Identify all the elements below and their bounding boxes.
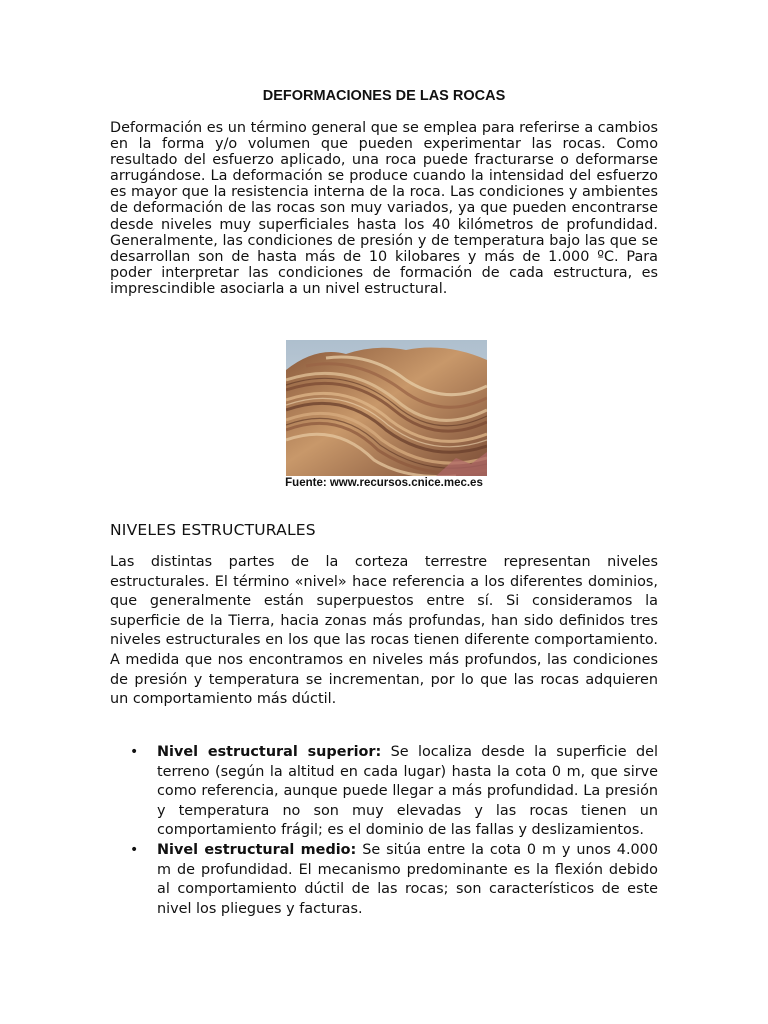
bullet: •	[130, 841, 139, 858]
level-description: Se localiza desde la superficie del terreno (según la altitud en cada lugar) hasta la cota 0 m, que sirve como referencia, aunque puede llegar a más profundidad. La presión y temperatura no son muy elevadas y las rocas tienen un comportamiento frágil; es el dominio de las fallas y deslizamientos.	[157, 744, 658, 839]
intro-paragraph: Deformación es un término general que se emplea para referirse a cambios en la forma y/o volumen que pueden experimentar las rocas. Como resultado del esfuerzo aplicado, una roca puede fracturarse o deformarse arrugándose. La deformación se produce cuando la intensidad del esfuerzo es mayor que la resistencia interna de la roca. Las condiciones y ambientes de deformación de las rocas son muy variados, ya que pueden encontrarse desde niveles muy superficiales hasta los 40 kilómetros de profundidad. Generalmente, las condiciones de presión y de temperatura bajo las que se desarrollan son de hasta más de 10 kilobares y más de 1.000 ºC. Para poder interpretar las condiciones de formación de cada estructura, es imprescindible asociarla a un nivel estructural.	[110, 120, 658, 297]
list-item	[110, 841, 658, 919]
document-title: DEFORMACIONES DE LAS ROCAS	[262, 88, 506, 104]
folded-rock-photo	[286, 340, 487, 476]
image-caption: Fuente: www.recursos.cnice.mec.es	[285, 477, 483, 489]
level-term: Nivel estructural superior:	[157, 744, 382, 760]
structural-levels-list	[110, 743, 658, 919]
folded-rock-illustration	[286, 340, 487, 476]
bullet: •	[130, 744, 139, 760]
level-term: Nivel estructural medio:	[157, 841, 357, 858]
level-description: Se sitúa entre la cota 0 m y unos 4.000 m de profundidad. El mecanismo predominante es la flexión debido al comportamiento dúctil de las rocas; son característicos de este nivel los pliegues y facturas.	[157, 841, 658, 917]
section-paragraph: Las distintas partes de la corteza terrestre representan niveles estructurales. El término «nivel» hace referencia a los diferentes dominios, que generalmente están superpuestos entre sí. Si consideramos la superficie de la Tierra, hacia zonas más profundas, han sido definidos tres niveles estructurales en los que las rocas tienen diferente comportamiento. A medida que nos encontramos en niveles más profundos, las condiciones de presión y temperatura se incrementan, por lo que las rocas adquieren un comportamiento más dúctil.	[110, 554, 658, 708]
list-item	[110, 743, 658, 841]
section-heading: NIVELES ESTRUCTURALES	[110, 521, 316, 539]
